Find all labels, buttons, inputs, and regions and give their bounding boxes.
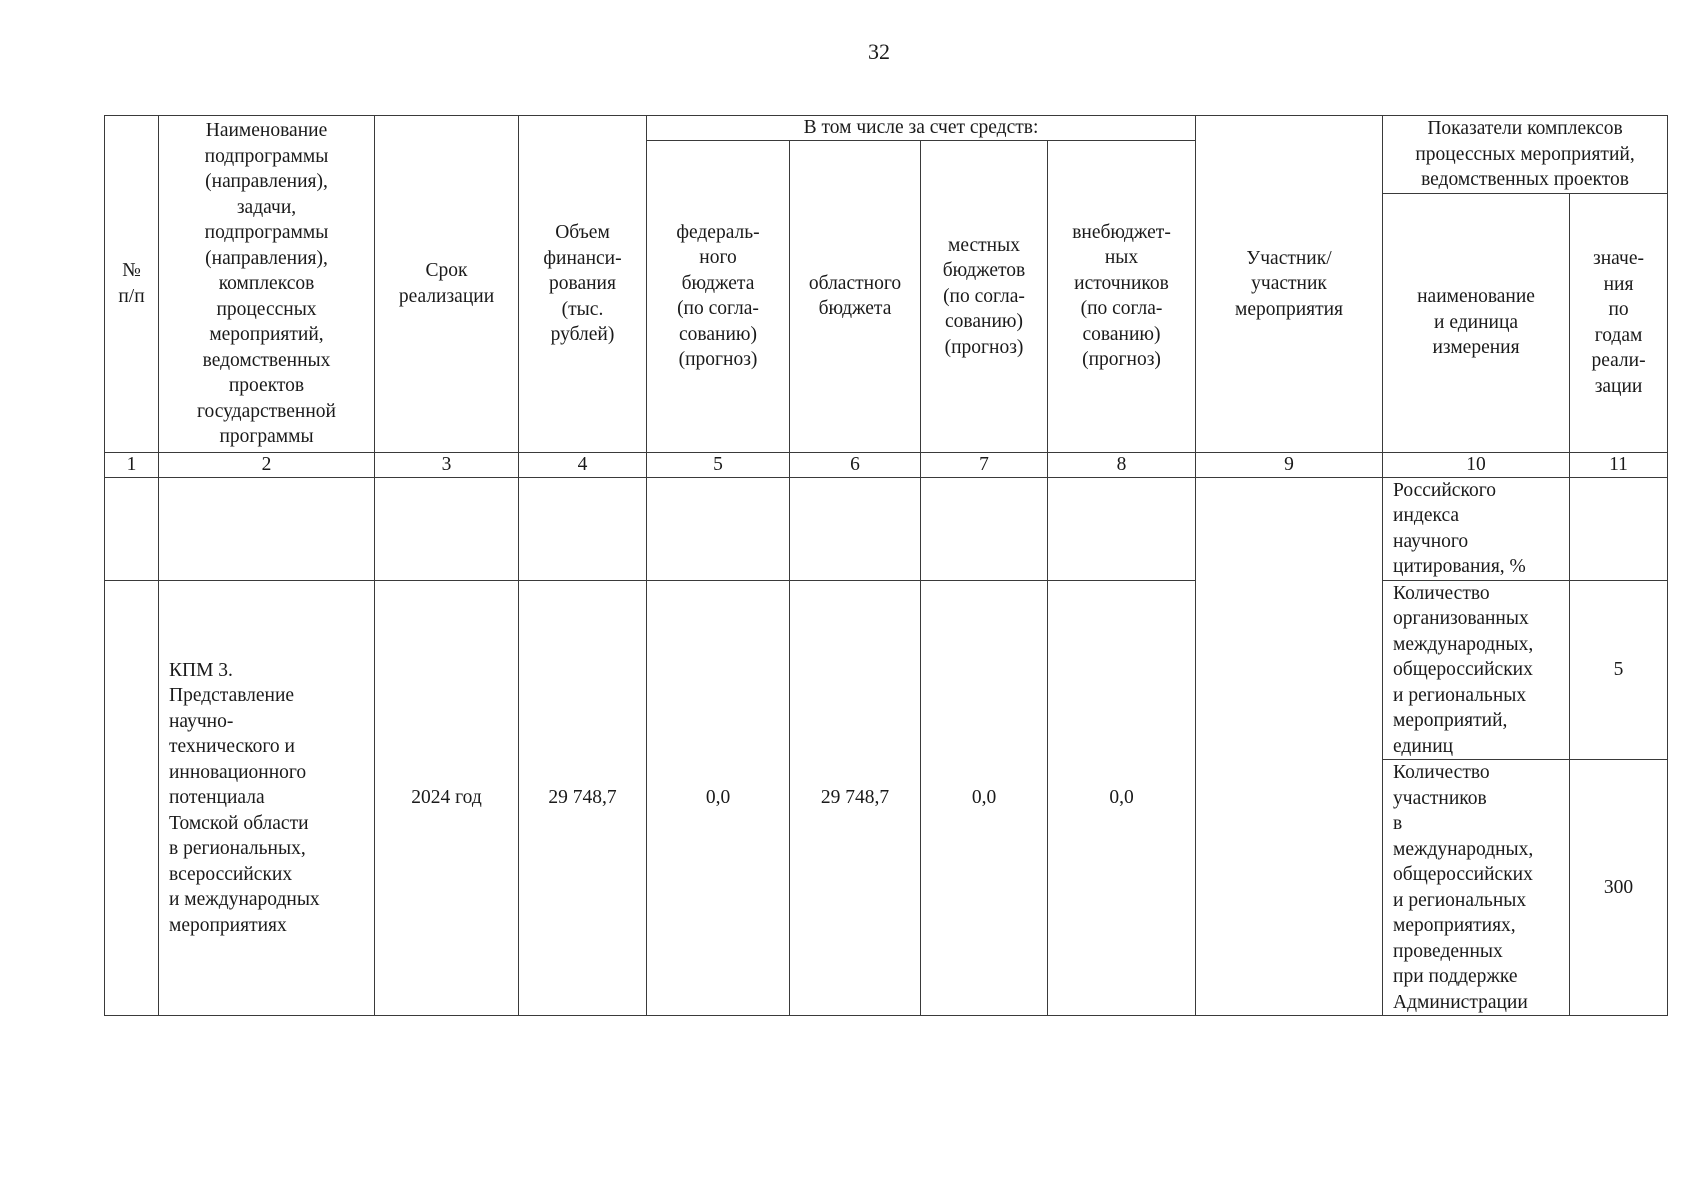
header-regional-budget: областного бюджета (790, 141, 921, 453)
indicator-name-cell: Российского индекса научного цитирования, % (1383, 477, 1570, 580)
cell-empty (375, 477, 519, 580)
cell-empty (647, 477, 790, 580)
cell-period: 2024 год (375, 580, 519, 1016)
indicator-value-cell (1570, 477, 1668, 580)
cell-empty (921, 477, 1048, 580)
header-federal-budget: федераль- ного бюджета (по согла- сованию) (прогноз) (647, 141, 790, 453)
header-local-budgets: местных бюджетов (по согла- сованию) (прогноз) (921, 141, 1048, 453)
program-table (104, 115, 1668, 1016)
indicator-name-cell: Количество участников в международных, общероссийских и региональных мероприятиях, проведенных при поддержке Администрации (1383, 760, 1570, 1016)
header-name: Наименование подпрограммы (направления), задачи, подпрограммы (направления), комплексов процессных мероприятий, ведомственных проектов государственной программы (159, 116, 375, 453)
cell-participant (1196, 477, 1383, 1016)
header-period: Срок реализации (375, 116, 519, 453)
cell-empty (519, 477, 647, 580)
column-number: 5 (647, 452, 790, 477)
cell-extrabudgetary: 0,0 (1048, 580, 1196, 1016)
header-funding-group: В том числе за счет средств: (647, 116, 1196, 141)
indicator-value-cell: 300 (1570, 760, 1668, 1016)
cell-federal-budget: 0,0 (647, 580, 790, 1016)
column-number: 9 (1196, 452, 1383, 477)
header-total-funding: Объем финанси- рования (тыс. рублей) (519, 116, 647, 453)
header-indicators-group: Показатели комплексов процессных мероприятий, ведомственных проектов (1383, 116, 1668, 194)
cell-empty (790, 477, 921, 580)
page-number: 32 (868, 39, 890, 64)
header-indicator-name: наименование и единица измерения (1383, 193, 1570, 452)
header-extrabudgetary: внебюджет- ных источников (по согла- сованию) (прогноз) (1048, 141, 1196, 453)
column-number-row (105, 452, 1668, 477)
header-indicator-values: значе- ния по годам реали- зации (1570, 193, 1668, 452)
column-number: 11 (1570, 452, 1668, 477)
cell-regional-budget: 29 748,7 (790, 580, 921, 1016)
cell-empty (1048, 477, 1196, 580)
column-number: 3 (375, 452, 519, 477)
column-number: 7 (921, 452, 1048, 477)
indicator-value-cell: 5 (1570, 580, 1668, 760)
cell-kpm-name: КПМ 3. Представление научно- технического и инновационного потенциала Томской области в региональных, всероссийских и международных мероприятиях (159, 580, 375, 1016)
column-number: 4 (519, 452, 647, 477)
header-participant: Участник/ участник мероприятия (1196, 116, 1383, 453)
column-number: 10 (1383, 452, 1570, 477)
cell-empty (105, 477, 159, 580)
header-number: № п/п (105, 116, 159, 453)
cell-empty (159, 477, 375, 580)
column-number: 6 (790, 452, 921, 477)
continuation-row (105, 477, 1668, 580)
cell-local-budgets: 0,0 (921, 580, 1048, 1016)
column-number: 2 (159, 452, 375, 477)
column-number: 1 (105, 452, 159, 477)
column-number: 8 (1048, 452, 1196, 477)
cell-total-funding: 29 748,7 (519, 580, 647, 1016)
header-row-1 (105, 116, 1668, 141)
indicator-name-cell: Количество организованных международных, общероссийских и региональных мероприятий, единиц (1383, 580, 1570, 760)
cell-row-number (105, 580, 159, 1016)
